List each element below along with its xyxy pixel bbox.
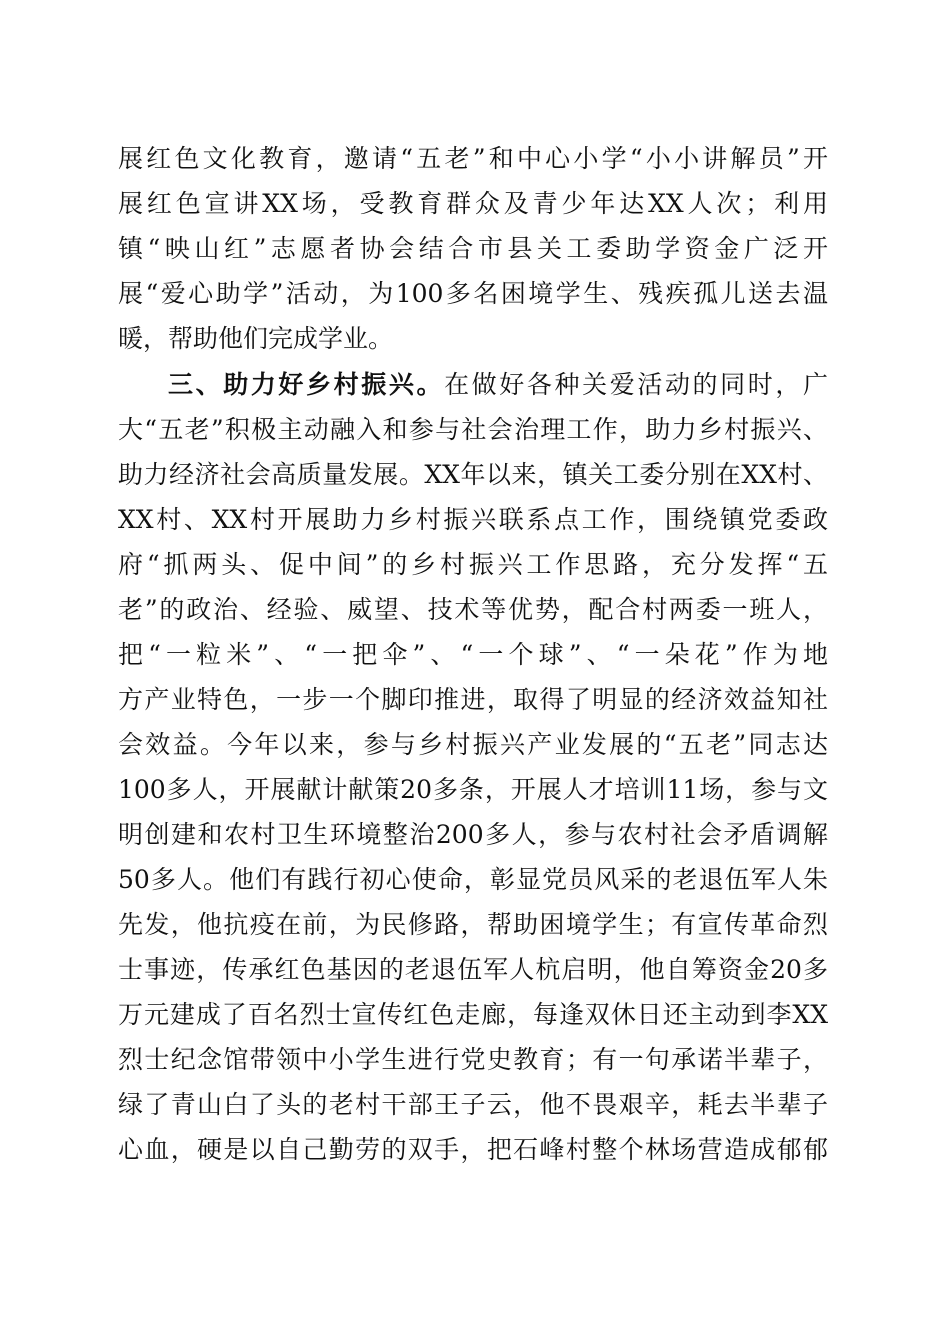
paragraph-2-line-9: 会效益。今年以来，参与乡村振兴产业发展的“五老”同志达: [118, 730, 828, 759]
paragraph-2-line-16: 烈士纪念馆带领中小学生进行党史教育；有一句承诺半辈子，: [118, 1045, 828, 1074]
paragraph-2-line-5: 府“抓两头、促中间”的乡村振兴工作思路，充分发挥“五: [118, 550, 828, 579]
paragraph-2-line-17: 绿了青山白了头的老村干部王子云，他不畏艰辛，耗去半辈子: [118, 1090, 828, 1119]
paragraph-2-line-2: 大“五老”积极主动融入和参与社会治理工作，助力乡村振兴、: [118, 415, 828, 444]
paragraph-2-line-10: 100多人，开展献计献策20多条，开展人才培训11场，参与文: [118, 775, 828, 804]
paragraph-2-first-line: [168, 362, 828, 408]
paragraph-2-line-7: 把“一粒米”、“一把伞”、“一个球”、“一朵花”作为地: [118, 640, 828, 669]
paragraph-2-line-6: 老”的政治、经验、威望、技术等优势，配合村两委一班人，: [118, 595, 828, 624]
paragraph-2-line-15: 万元建成了百名烈士宣传红色走廊，每逢双休日还主动到李XX: [118, 1000, 828, 1029]
paragraph-2-first-line-text: 在做好各种关爱活动的同时，广: [444, 370, 828, 399]
paragraph-1-line-5: 暖，帮助他们完成学业。: [118, 324, 394, 353]
paragraph-2-line-8: 方产业特色，一步一个脚印推进，取得了明显的经济效益知社: [118, 685, 828, 714]
section-heading: 三、助力好乡村振兴。: [168, 370, 445, 399]
paragraph-2-line-11: 明创建和农村卫生环境整治200多人，参与农村社会矛盾调解: [118, 820, 828, 849]
paragraph-2-line-3: 助力经济社会高质量发展。XX年以来，镇关工委分别在XX村、: [118, 460, 828, 489]
paragraph-1-line-3: 镇“映山红”志愿者协会结合市县关工委助学资金广泛开: [118, 234, 828, 263]
paragraph-2-line-4: XX村、XX村开展助力乡村振兴联系点工作，围绕镇党委政: [118, 505, 828, 534]
paragraph-2-line-14: 士事迹，传承红色基因的老退伍军人杭启明，他自筹资金20多: [118, 955, 828, 984]
paragraph-2-line-13: 先发，他抗疫在前，为民修路，帮助困境学生；有宣传革命烈: [118, 910, 828, 939]
paragraph-2-line-18: 心血，硬是以自己勤劳的双手，把石峰村整个林场营造成郁郁: [118, 1135, 828, 1164]
paragraph-1-line-4: 展“爱心助学”活动，为100多名困境学生、残疾孤儿送去温: [118, 279, 828, 308]
paragraph-1-line-2: 展红色宣讲XX场，受教育群众及青少年达XX人次；利用: [118, 189, 828, 218]
paragraph-1-line-1: 展红色文化教育，邀请“五老”和中心小学“小小讲解员”开: [118, 144, 828, 173]
paragraph-2-line-12: 50多人。他们有践行初心使命，彰显党员风采的老退伍军人朱: [118, 865, 828, 894]
